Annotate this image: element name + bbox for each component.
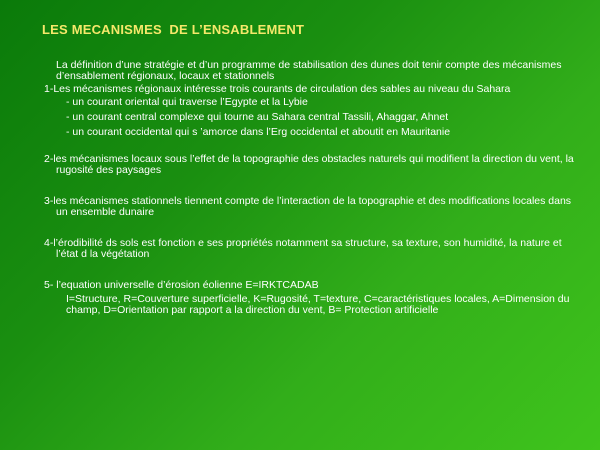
subitem-oriental: - un courant oriental qui traverse l’Egypte et la Lybie — [66, 96, 308, 108]
item-5-equation: 5- l’equation universelle d’érosion éolienne E=IRKTCADAB — [44, 279, 319, 291]
subitem-central: - un courant central complexe qui tourne au Sahara central Tassili, Ahaggar, Ahnet — [66, 111, 449, 123]
item-2-local: 2-les mécanismes locaux sous l’effet de la topographie des obstacles naturels qui modifient la direction du vent, la rugosité des paysages — [44, 153, 574, 176]
slide-body — [44, 60, 584, 316]
intro-paragraph: La définition d’une stratégie et d’un programme de stabilisation des dunes doit tenir compte des mécanismes d’ensablement régionaux, locaux et stationnels — [56, 59, 562, 82]
item-3-stationnel: 3-les mécanismes stationnels tiennent compte de l’interaction de la topographie et des modifications locales dans un ensemble dunaire — [44, 195, 572, 218]
subitem-occidental: - un courant occidental qui s ’amorce dans l’Erg occidental et aboutit en Mauritanie — [66, 126, 451, 138]
item-4-erodibilite: 4-l’érodibilité ds sols est fonction e ses propriétés notamment sa structure, sa texture, son humidité, la nature et l’état d la végétation — [44, 237, 562, 260]
equation-legend: I=Structure, R=Couverture superficielle, K=Rugosité, T=texture, C=caractéristiques locales, A=Dimension du champ, D=Orientation par rapport a la direction du vent, B= Protection artificielle — [66, 293, 570, 316]
item-1-regional: 1-Les mécanismes régionaux intéresse trois courants de circulation des sables au niveau du Sahara — [44, 83, 511, 95]
slide-title: LES MECANISMES DE L’ENSABLEMENT — [42, 22, 305, 37]
